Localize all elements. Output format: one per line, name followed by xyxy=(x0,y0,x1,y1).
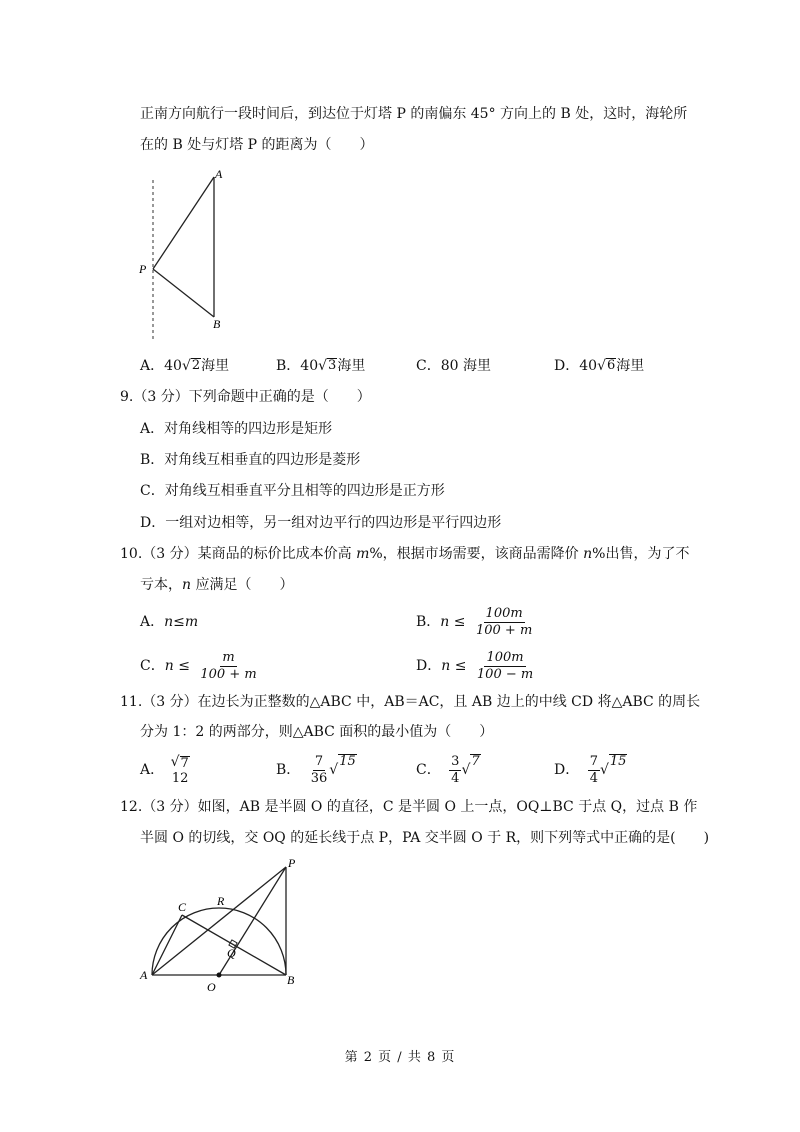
label-P: P xyxy=(288,856,296,870)
segment-AP xyxy=(152,867,286,975)
q11-option-c: C． $\frac{3}{4}$ √ 7 xyxy=(416,752,481,788)
label-C: C xyxy=(178,900,187,914)
q8-option-b: B．40 √ 3 海里 xyxy=(276,358,366,374)
q11-option-b: B． $\frac{7}{36}$ √ 15 xyxy=(276,752,357,788)
q12-line2: 半圆 O 的切线，交 OQ 的延长线于点 P，PA 交半圆 O 于 R，则下列等式中正确的是( ) xyxy=(140,830,710,846)
label-A: A xyxy=(215,167,223,181)
segment-AC xyxy=(152,915,182,975)
q10-option-b: B．n ≤ $\frac{100m}{100 + m}$ xyxy=(416,605,533,638)
q10-option-c: C．n ≤ $\frac{m}{100 + m}$ xyxy=(140,649,257,682)
fraction: $\frac{100m}{100 - m}$ xyxy=(476,649,534,682)
q8-option-a: A．40 √ 2 海里 xyxy=(140,358,230,374)
q8-figure xyxy=(135,165,265,345)
q12-line1: 12.（3 分）如图，AB 是半圆 O 的直径，C 是半圆 O 上一点，OQ⊥BC 于点 Q，过点 B 作 xyxy=(120,799,698,815)
segment-PA xyxy=(153,177,214,269)
label-A: A xyxy=(140,968,148,982)
sqrt-symbol: √ 3 xyxy=(318,358,337,374)
q9-option-b: B．对角线互相垂直的四边形是菱形 xyxy=(140,452,361,468)
fraction: √ 7 12 xyxy=(170,753,189,786)
q11-line1: 11.（3 分）在边长为正整数的△ABC 中，AB＝AC，且 AB 边上的中线 CD 将△ABC 的周长 xyxy=(120,694,701,710)
q9-option-c: C．对角线互相垂直平分且相等的四边形是正方形 xyxy=(140,483,445,499)
label-Q: Q xyxy=(227,946,236,960)
fraction: $\frac{7}{4}$ xyxy=(589,753,598,786)
sqrt-symbol: √ 15 xyxy=(329,754,356,778)
page-footer: 第 2 页 / 共 8 页 xyxy=(344,1050,456,1065)
label-B: B xyxy=(213,317,221,331)
sqrt-symbol: √ 15 xyxy=(599,754,627,778)
label-O: O xyxy=(207,980,216,994)
semicircle xyxy=(152,908,286,975)
fraction: $\frac{3}{4}$ xyxy=(451,753,460,786)
label-R: R xyxy=(217,894,225,908)
sqrt-symbol: √ 2 xyxy=(181,358,201,374)
q11-line2: 分为 1：2 的两部分，则△ABC 面积的最小值为（ ） xyxy=(140,724,494,740)
segment-CB xyxy=(182,915,286,975)
sqrt-symbol: √ 7 xyxy=(461,754,480,778)
q12-figure xyxy=(135,855,305,1000)
q10-stem: 10.（3 分）某商品的标价比成本价高 m%，根据市场需要，该商品需降价 n%出售，为了不 xyxy=(120,546,690,562)
q9-option-d: D．一组对边相等，另一组对边平行的四边形是平行四边形 xyxy=(140,515,502,531)
label-P: P xyxy=(139,262,147,276)
q10-stem-line2: 亏本，n 应满足（ ） xyxy=(140,577,294,593)
q10-option-d: D．n ≤ $\frac{100m}{100 - m}$ xyxy=(416,649,534,682)
q8-option-c: C．80 海里 xyxy=(416,358,491,374)
q8-option-d: D．40 √ 6 海里 xyxy=(554,358,645,374)
q10-option-a: A．n≤m xyxy=(140,614,199,630)
sqrt-symbol: √ 6 xyxy=(597,358,616,374)
label-B: B xyxy=(287,973,295,987)
q11-option-a: A． √ 7 12 xyxy=(140,752,192,788)
q8-line1: 正南方向航行一段时间后，到达位于灯塔 P 的南偏东 45° 方向上的 B 处，这时，海轮所 xyxy=(140,106,688,122)
fraction: $\frac{7}{36}$ xyxy=(310,753,328,786)
q11-option-d: D． $\frac{7}{4}$ √ 15 xyxy=(554,752,627,788)
center-point xyxy=(217,973,222,978)
fraction: $\frac{m}{100 + m}$ xyxy=(200,649,257,682)
q8-line2: 在的 B 处与灯塔 P 的距离为（ ） xyxy=(140,137,374,153)
fraction: $\frac{100m}{100 + m}$ xyxy=(475,605,533,638)
segment-PB xyxy=(153,269,214,317)
q9-option-a: A．对角线相等的四边形是矩形 xyxy=(140,421,333,437)
q9-stem: 9.（3 分）下列命题中正确的是（ ） xyxy=(120,389,371,405)
